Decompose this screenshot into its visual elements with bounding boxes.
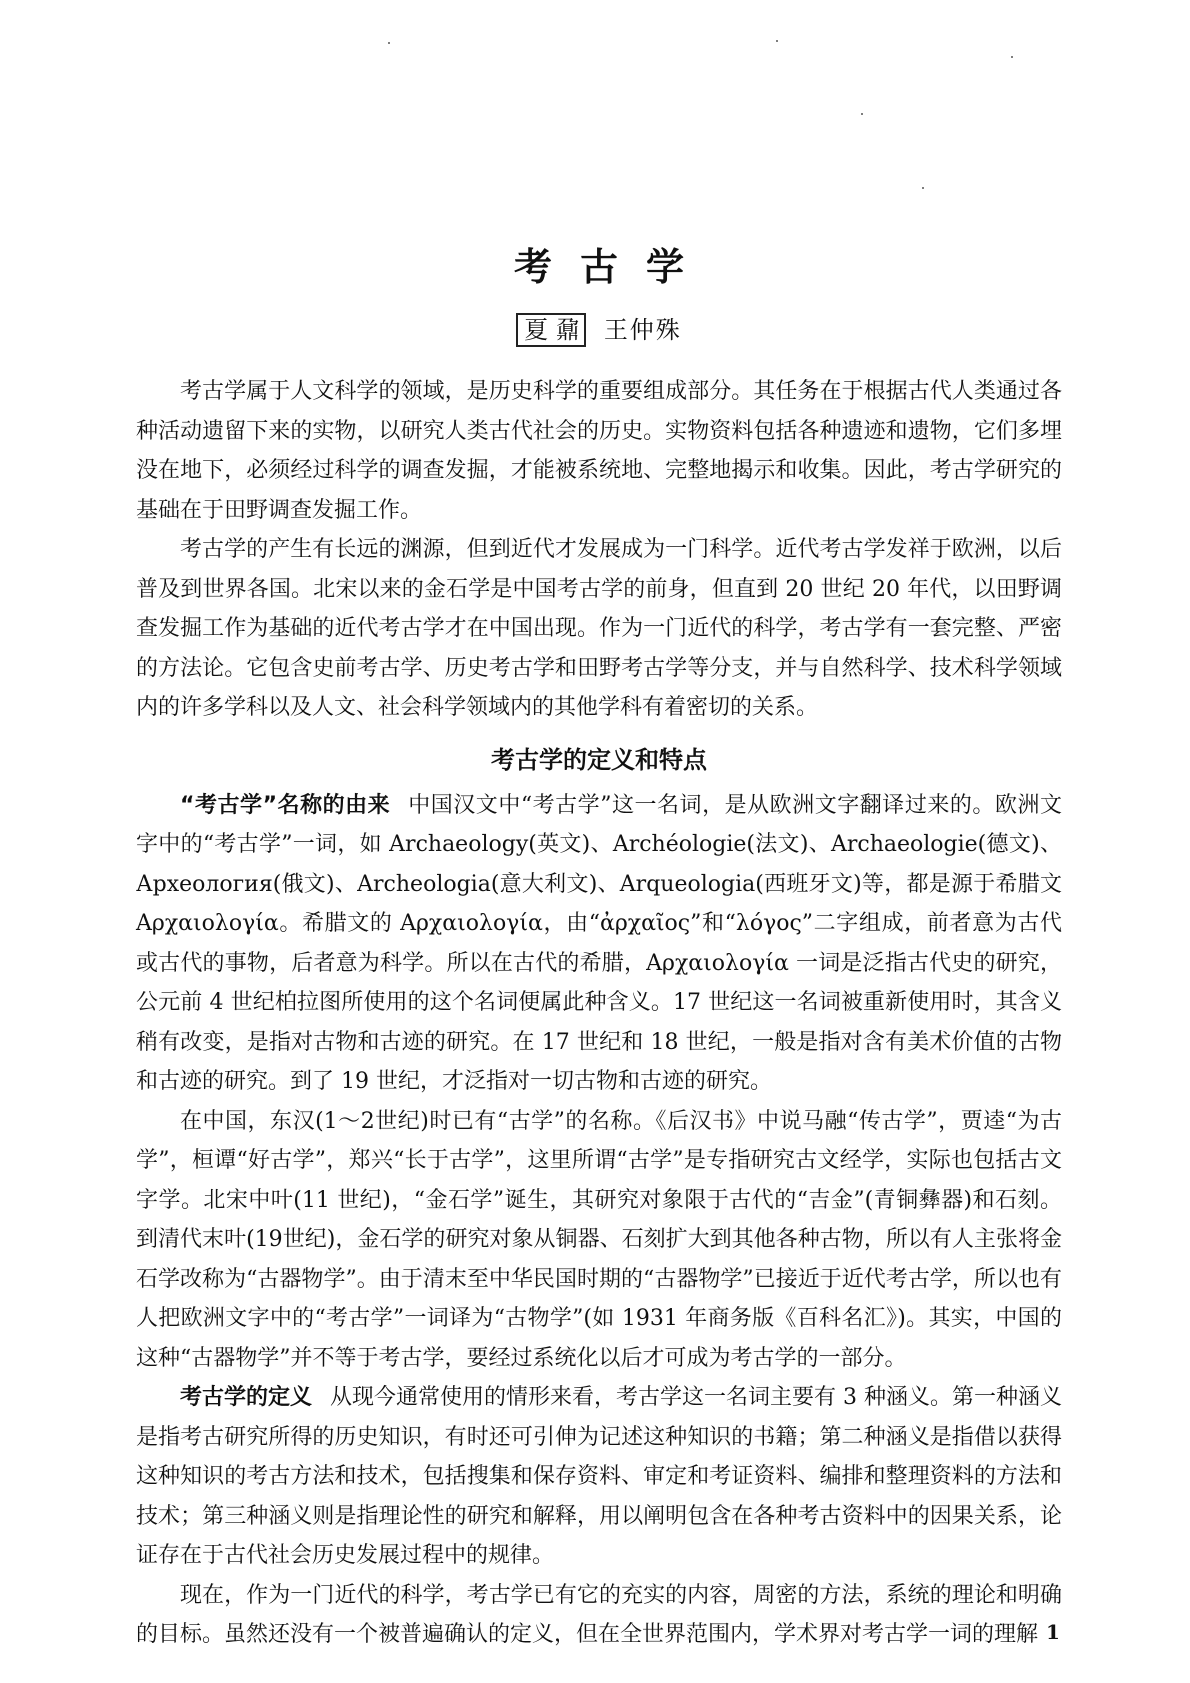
scan-speck bbox=[861, 113, 863, 115]
author-plain: 王仲殊 bbox=[603, 316, 682, 344]
author-boxed bbox=[516, 313, 586, 347]
paragraph-modern bbox=[136, 1576, 1062, 1655]
scan-speck bbox=[776, 40, 778, 42]
paragraph-text: 在中国，东汉(1～2世纪)时已有“古学”的名称。《后汉书》中说马融“传古学”，贾逵“为古学”，桓谭“好古学”，郑兴“长于古学”，这里所谓“古学”是专指研究古文经学，实际也包括古文字学。北宋中叶(11 世纪)，“金石学”诞生，其研究对象限于古代的“吉金”(青铜彝器)和石刻。到清代末叶(19世纪)，金石学的研究对象从铜器、石刻扩大到其他各种古物，所以有人主张将金石学改称为“古器物学”。由于清末至中华民国时期的“古器物学”已接近于近代考古学，所以也有人把欧洲文字中的“考古学”一词译为“古物学”(如 1931 年商务版《百科名汇》)。其实，中国的这种“古器物学”并不等于考古学，要经过系统化以后才可成为考古学的一部分。 bbox=[136, 1108, 1062, 1371]
runin-heading: “考古学”名称的由来 bbox=[180, 792, 391, 818]
page-number: 1 bbox=[1046, 1620, 1060, 1644]
article-body bbox=[136, 372, 1062, 1655]
paragraph-intro-2: 考古学的产生有长远的渊源，但到近代才发展成为一门科学。近代考古学发祥于欧洲，以后普及到世界各国。北宋以来的金石学是中国考古学的前身，但直到 20 世纪 20 年代，以田野调查发掘工作为基础的近代考古学才在中国出现。作为一门近代的科学，考古学有一套完整、严密的方法论。它包含史前考古学、历史考古学和田野考古学等分支，并与自然科学、技术科学领域内的许多学科以及人文、社会科学领域内的其他学科有着密切的关系。 bbox=[136, 537, 1062, 720]
paragraph-text: 中国汉文中“考古学”这一名词，是从欧洲文字翻译过来的。欧洲文字中的“考古学”一词，如 Archaeology(英文)、Archéologie(法文)、Archaeologie(德文)、Археология(俄文)、Archeologia(意大利文)、Arqueologia(西班牙文)等，都是源于希腊文 Αρχαιολογία。希腊文的 Αρχαιολογία，由“ἀρχαῖος”和“λόγος”二字组成，前者意为古代或古代的事物，后者意为科学。所以在古代的希腊，Αρχαιολογία 一词是泛指古代史的研究，公元前 4 世纪柏拉图所使用的这个名词便属此种含义。17 世纪这一名词被重新使用时，其含义稍有改变，是指对古物和古迹的研究。在 17 世纪和 18 世纪，一般是指对含有美术价值的古物和古迹的研究。到了 19 世纪，才泛指对一切古物和古迹的研究。 bbox=[136, 792, 1063, 1094]
paragraph-china-history bbox=[136, 1102, 1062, 1379]
author-line bbox=[136, 313, 1062, 347]
runin-heading: 考古学的定义 bbox=[180, 1385, 313, 1410]
scan-speck bbox=[922, 187, 924, 189]
paragraph-intro-1: 考古学属于人文科学的领域，是历史科学的重要组成部分。其任务在于根据古代人类通过各种活动遗留下来的实物，以研究人类古代社会的历史。实物资料包括各种遗迹和遗物，它们多埋没在地下，必须经过科学的调查发掘，才能被系统地、完整地揭示和收集。因此，考古学研究的基础在于田野调查发掘工作。 bbox=[136, 379, 1062, 523]
scan-speck bbox=[1011, 56, 1013, 58]
paragraph-text: 现在，作为一门近代的科学，考古学已有它的充实的内容，周密的方法，系统的理论和明确的目标。虽然还没有一个被普遍确认的定义，但在全世界范围内，学术界对考古学一词的理解 bbox=[136, 1582, 1062, 1647]
scan-speck bbox=[388, 42, 390, 44]
section-heading: 考古学的定义和特点 bbox=[491, 745, 707, 774]
author-boxed-name: 夏 鼐 bbox=[524, 316, 580, 344]
paragraph-definition bbox=[136, 1378, 1062, 1576]
article-title: 考古学 bbox=[513, 245, 712, 289]
paragraph-name-origin bbox=[136, 786, 1062, 1102]
paragraph-text: 从现今通常使用的情形来看，考古学这一名词主要有 3 种涵义。第一种涵义是指考古研究所得的历史知识，有时还可引伸为记述这种知识的书籍；第二种涵义是指借以获得这种知识的考古方法和技术，包括搜集和保存资料、审定和考证资料、编排和整理资料的方法和技术；第三种涵义则是指理论性的研究和解释，用以阐明包含在各种考古资料中的因果关系，论证存在于古代社会历史发展过程中的规律。 bbox=[136, 1385, 1063, 1568]
